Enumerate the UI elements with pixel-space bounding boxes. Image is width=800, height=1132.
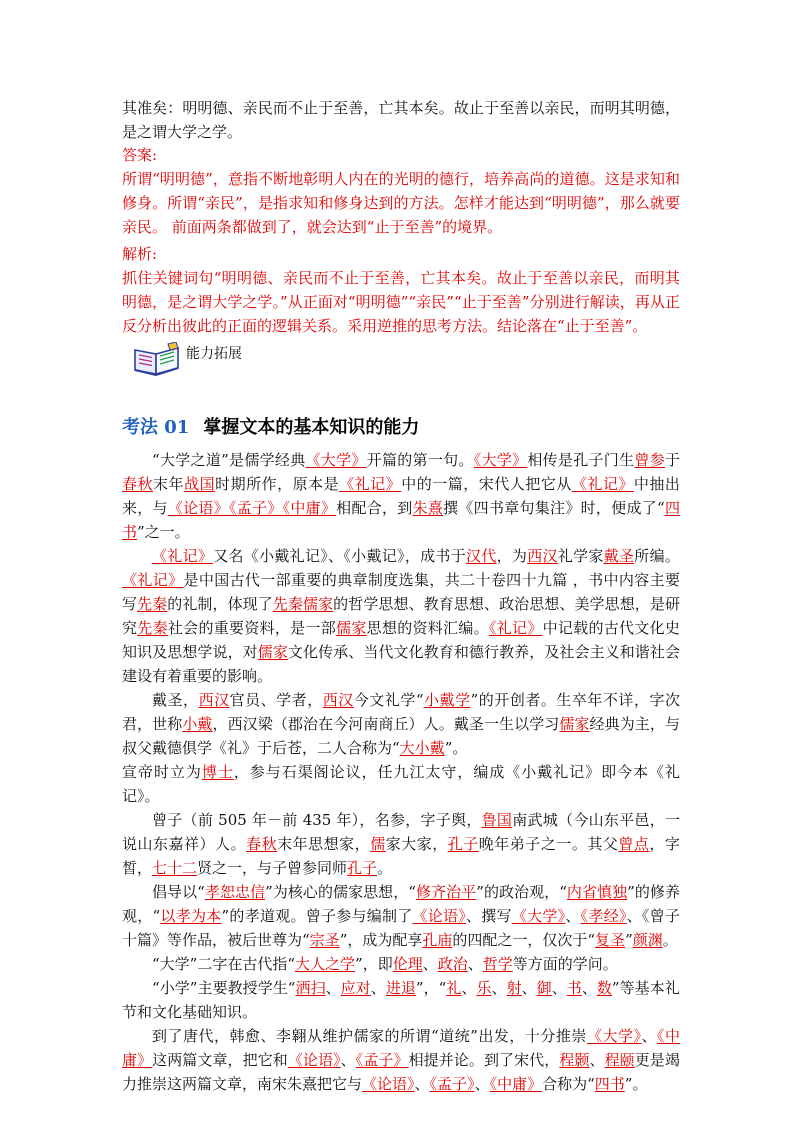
term-link[interactable]: 以孝为本 — [160, 907, 222, 925]
paragraph-text: ”的政治观，“ — [476, 883, 567, 901]
term-link[interactable]: 先秦儒家 — [272, 595, 334, 613]
term-link[interactable]: 《大学》 — [473, 451, 528, 469]
paragraph-text: 、 — [581, 979, 597, 997]
term-link[interactable]: 战国 — [184, 475, 216, 493]
paragraph-text: 、 — [565, 907, 581, 925]
paragraph-text: 宣帝时立为 — [122, 763, 202, 781]
paragraph-text: 中抽出来，与 — [122, 475, 680, 517]
term-link[interactable]: 儒家 — [257, 643, 288, 661]
analysis-text: 抓住关键词句“明明德、亲民而不止于至善，亡其本矣。故止于至善以亲民，而明其明德，是之谓大学之学。”从正面对“明明德”“亲民”“止于至善”分别进行解读，再从正反分析出彼此的正面的逻辑关系。采用逆推的思考方法。结论落在“止于至善”。 — [122, 269, 680, 335]
term-link[interactable]: 伦理 — [392, 955, 423, 973]
paragraph-text: ”的孝道观。曾子参与编制了 — [221, 907, 413, 925]
term-link[interactable]: 西汉 — [322, 691, 354, 709]
paragraph-text: 、 — [467, 955, 483, 973]
paragraph-text: ，为 — [496, 547, 528, 565]
paragraph-text: ”，“ — [415, 979, 447, 997]
term-link[interactable]: 先秦 — [137, 595, 168, 613]
paragraph-text: 中的一篇，宋代人把它从 — [401, 475, 572, 493]
body-paragraph — [122, 976, 680, 1024]
paragraph-text: 于 — [664, 451, 680, 469]
paragraph-text: ”，成为配享 — [339, 931, 423, 949]
paragraph-text: 撰《四书章句集注》时，便成了“ — [443, 499, 665, 517]
term-link[interactable]: 孔子 — [347, 859, 378, 877]
paragraph-text: 、 — [521, 979, 537, 997]
term-link[interactable]: 政治 — [437, 955, 468, 973]
paragraph-text: 、 — [491, 979, 507, 997]
term-link[interactable]: 《论语》 — [412, 907, 467, 925]
paragraph-text: 礼学家 — [557, 547, 604, 565]
body-paragraph — [122, 808, 680, 880]
paragraph-text: ，字皙， — [122, 835, 680, 877]
paragraph-text: 末年思想家， — [277, 835, 371, 853]
paragraph-text: 相传是孔子门生 — [527, 451, 635, 469]
term-link[interactable]: 西汉 — [198, 691, 230, 709]
paragraph-text: ，参与石渠阁论议，任九江太守，编成《小戴礼记》即今本《礼记》。 — [122, 763, 680, 805]
paragraph-text: ”，即 — [355, 955, 393, 973]
term-link[interactable]: 程颢 — [559, 1051, 590, 1069]
term-link[interactable]: 内省慎独 — [566, 883, 628, 901]
term-link[interactable]: 《中庸》 — [282, 499, 337, 517]
paragraph-text: “小学”主要教授学生“ — [152, 979, 296, 997]
term-link[interactable]: 《论语》 — [167, 499, 229, 517]
paragraph-text: 合称为“ — [542, 1075, 595, 1093]
paragraph-text: 时期所作，原本是 — [215, 475, 340, 493]
term-link[interactable]: 大小戴 — [399, 739, 445, 757]
body-paragraph — [122, 952, 680, 976]
term-link[interactable]: 曾参 — [634, 451, 665, 469]
analysis-label: 解析: — [122, 245, 158, 263]
paragraph-text: 、 — [589, 1051, 605, 1069]
body-paragraph — [122, 688, 680, 760]
term-link[interactable]: 先秦 — [137, 619, 168, 637]
term-link[interactable]: 《孟子》 — [355, 1051, 409, 1069]
term-link[interactable]: 儒 — [370, 835, 386, 853]
ability-extension-label: 能力拓展 — [186, 346, 242, 362]
body-paragraph — [122, 448, 680, 544]
term-link[interactable]: 《大学》 — [305, 451, 367, 469]
term-link[interactable]: 颜渊 — [632, 931, 663, 949]
ability-extension — [122, 342, 680, 376]
term-link[interactable]: 《孟子》 — [228, 499, 283, 517]
paragraph-text: 、 — [340, 1051, 356, 1069]
paragraph-text: 又名《小戴礼记》、《小戴记》，成书于 — [213, 547, 467, 565]
term-link[interactable]: 大人之学 — [295, 955, 356, 973]
term-link[interactable]: 乐 — [476, 979, 492, 997]
paragraph-text: 戴圣， — [152, 691, 199, 709]
section-number: 考法 01 — [122, 417, 190, 438]
paragraph-text: 南武城（今山东平邑，一说山东嘉祥）人。 — [122, 811, 680, 853]
term-link[interactable]: 《大学》 — [586, 1027, 642, 1045]
paragraph-text: ”的修养观，“ — [122, 883, 680, 925]
paragraph-text: 更是竭力推崇这两篇文章，南宋朱熹把它与 — [122, 1051, 680, 1093]
term-link[interactable]: 曾点 — [618, 835, 650, 853]
paragraph-text: ”之一。 — [137, 523, 190, 541]
paragraph-text: 相提并论。到了宋代， — [408, 1051, 560, 1069]
paragraph-text: 、《曾子十篇》等作品，被后世尊为“ — [122, 907, 680, 949]
paragraph-text: 、 — [641, 1027, 657, 1045]
paragraph-text: 晚年弟子之一。其父 — [478, 835, 619, 853]
paragraph-text: 的礼制，体现了 — [167, 595, 273, 613]
body-paragraph — [122, 1024, 680, 1096]
paragraph-text: ”。 — [444, 739, 468, 757]
term-link[interactable]: 四书 — [122, 499, 680, 541]
paragraph-text: ，西汉梁（郡治在今河南商丘）人。戴圣一生以学习 — [212, 715, 560, 733]
paragraph-text: 、撰写 — [466, 907, 512, 925]
term-link[interactable]: 《大学》 — [511, 907, 566, 925]
term-link[interactable]: 儒家 — [336, 619, 367, 637]
term-link[interactable]: 鲁国 — [481, 811, 513, 829]
term-link[interactable]: 戴圣 — [603, 547, 635, 565]
answer-text: 所谓“明明德”，意指不断地彰明人内在的光明的德行，培养高尚的道德。这是求知和修身。所谓“亲民”，是指求知和修身达到的方法。怎样才能达到“明明德”，那么就要亲民。 前面两条都做到了，就会达到“止于至善”的境界。 — [122, 170, 680, 236]
term-link[interactable]: 《论语》 — [287, 1051, 341, 1069]
intro-text: 其准矣：明明德、亲民而不止于至善，亡其本矣。故止于至善以亲民，而明其明德，是之谓大学之学。 — [122, 99, 680, 141]
term-link[interactable]: 复圣 — [595, 931, 626, 949]
term-link[interactable]: 洒扫 — [295, 979, 326, 997]
document-page — [122, 96, 680, 1096]
term-link[interactable]: 《论语》 — [362, 1075, 415, 1093]
term-link[interactable]: 《中庸》 — [489, 1075, 543, 1093]
paragraph-text: ”。 — [624, 1075, 648, 1093]
paragraph-text: 家大家， — [385, 835, 448, 853]
paragraph-text: 所编。 — [634, 547, 680, 565]
paragraph-text: 、 — [461, 979, 477, 997]
paragraph-text: 今文礼学“ — [353, 691, 424, 709]
paragraph-text: ”为核心的儒家思想，“ — [265, 883, 416, 901]
term-link[interactable]: 程颐 — [604, 1051, 635, 1069]
paragraph-text: ” — [625, 931, 633, 949]
term-link[interactable]: 孔子 — [447, 835, 479, 853]
open-book-icon — [132, 342, 182, 376]
term-link[interactable]: 小戴学 — [423, 691, 471, 709]
paragraph-text: 末年 — [153, 475, 185, 493]
term-link[interactable]: 《礼记》 — [122, 571, 184, 589]
paragraph-text: 贤之一，与子曾参同师 — [197, 859, 348, 877]
paragraph-text: 相配合，到 — [336, 499, 413, 517]
paragraph-text: 的四配之一，仅次于“ — [452, 931, 596, 949]
term-link[interactable]: 《礼记》 — [488, 619, 543, 637]
paragraph-text: 、 — [474, 1075, 490, 1093]
paragraph-text: 、 — [325, 979, 341, 997]
paragraph-text: 、 — [422, 955, 438, 973]
paragraph-text: 文化传承、当代文化教育和德行教养，及社会主义和谐社会建设有着重要的影响。 — [122, 643, 680, 685]
paragraph-text: 、 — [414, 1075, 430, 1093]
term-link[interactable]: 进退 — [385, 979, 416, 997]
term-link[interactable]: 孝恕忠信 — [204, 883, 266, 901]
term-link[interactable]: 西汉 — [527, 547, 558, 565]
term-link[interactable]: 《礼记》 — [152, 547, 214, 565]
paragraph-text: 。 — [662, 931, 678, 949]
term-link[interactable]: 《孝经》 — [580, 907, 627, 925]
term-link[interactable]: 朱熹 — [412, 499, 444, 517]
term-link[interactable]: 数 — [596, 979, 612, 997]
term-link[interactable]: 《礼记》 — [571, 475, 634, 493]
paragraph-text: 等方面的学问。 — [512, 955, 618, 973]
term-link[interactable]: 小戴 — [182, 715, 213, 733]
body-paragraphs — [122, 448, 680, 1096]
body-paragraph — [122, 880, 680, 952]
paragraph-text: 思想的资料汇编。 — [366, 619, 489, 637]
paragraph-text: 到了唐代，韩愈、李翱从维护儒家的所谓“道统”出发，十分推崇 — [152, 1027, 587, 1045]
term-link[interactable]: 《礼记》 — [339, 475, 402, 493]
section-title: 掌握文本的基本知识的能力 — [203, 417, 420, 438]
paragraph-text: 倡导以“ — [152, 883, 205, 901]
body-paragraph — [122, 544, 680, 688]
paragraph-text: 。 — [377, 859, 393, 877]
paragraph-text: 、 — [370, 979, 386, 997]
term-link[interactable]: 礼 — [446, 979, 462, 997]
paragraph-text: 开篇的第一句。 — [366, 451, 474, 469]
term-link[interactable]: 射 — [506, 979, 522, 997]
paragraph-text: 这两篇文章，把它和 — [152, 1051, 288, 1069]
term-link[interactable]: 博士 — [201, 763, 234, 781]
paragraph-text: 中记载的古代文化史知识及思想学说，对 — [122, 619, 680, 661]
section-heading — [122, 414, 680, 442]
term-link[interactable]: 修齐治平 — [415, 883, 477, 901]
term-link[interactable]: 汉代 — [466, 547, 497, 565]
paragraph-text: 的哲学思想、教育思想、政治思想、美学思想，是研究 — [122, 595, 680, 637]
term-link[interactable]: 儒家 — [559, 715, 590, 733]
paragraph-text: ”的开创者。生卒年不详，字次君，世称 — [122, 691, 680, 733]
term-link[interactable]: 春秋 — [122, 475, 154, 493]
paragraph-text: 官员、学者， — [229, 691, 323, 709]
term-link[interactable]: 御 — [536, 979, 552, 997]
term-link[interactable]: 四书 — [594, 1075, 625, 1093]
term-link[interactable]: 哲学 — [482, 955, 513, 973]
term-link[interactable]: 《孟子》 — [429, 1075, 475, 1093]
paragraph-text: “大学之道”是儒学经典 — [152, 451, 306, 469]
paragraph-text: ”等基本礼节和文化基础知识。 — [122, 979, 680, 1021]
paragraph-text: 、 — [551, 979, 567, 997]
term-link[interactable]: 书 — [566, 979, 582, 997]
paragraph-text: 曾子（前 505 年－前 435 年），名参，字子舆， — [152, 811, 482, 829]
term-link[interactable]: 春秋 — [246, 835, 278, 853]
term-link[interactable]: 应对 — [340, 979, 371, 997]
paragraph-text: “大学”二字在古代指“ — [152, 955, 296, 973]
paragraph-text: 经典为主，与叔父戴德俱学《礼》于后苍，二人合称为“ — [122, 715, 680, 757]
term-link[interactable]: 孔庙 — [422, 931, 453, 949]
answer-label: 答案: — [122, 146, 158, 164]
body-paragraph — [122, 760, 680, 808]
term-link[interactable]: 宗圣 — [309, 931, 340, 949]
paragraph-text: 是中国古代一部重要的典章制度选集，共二十卷四十九篇 ，书中内容主要写 — [122, 571, 680, 613]
paragraph-text: 社会的重要资料，是一部 — [167, 619, 337, 637]
term-link[interactable]: 七十二 — [152, 859, 198, 877]
term-link[interactable]: 《中庸》 — [122, 1027, 680, 1069]
